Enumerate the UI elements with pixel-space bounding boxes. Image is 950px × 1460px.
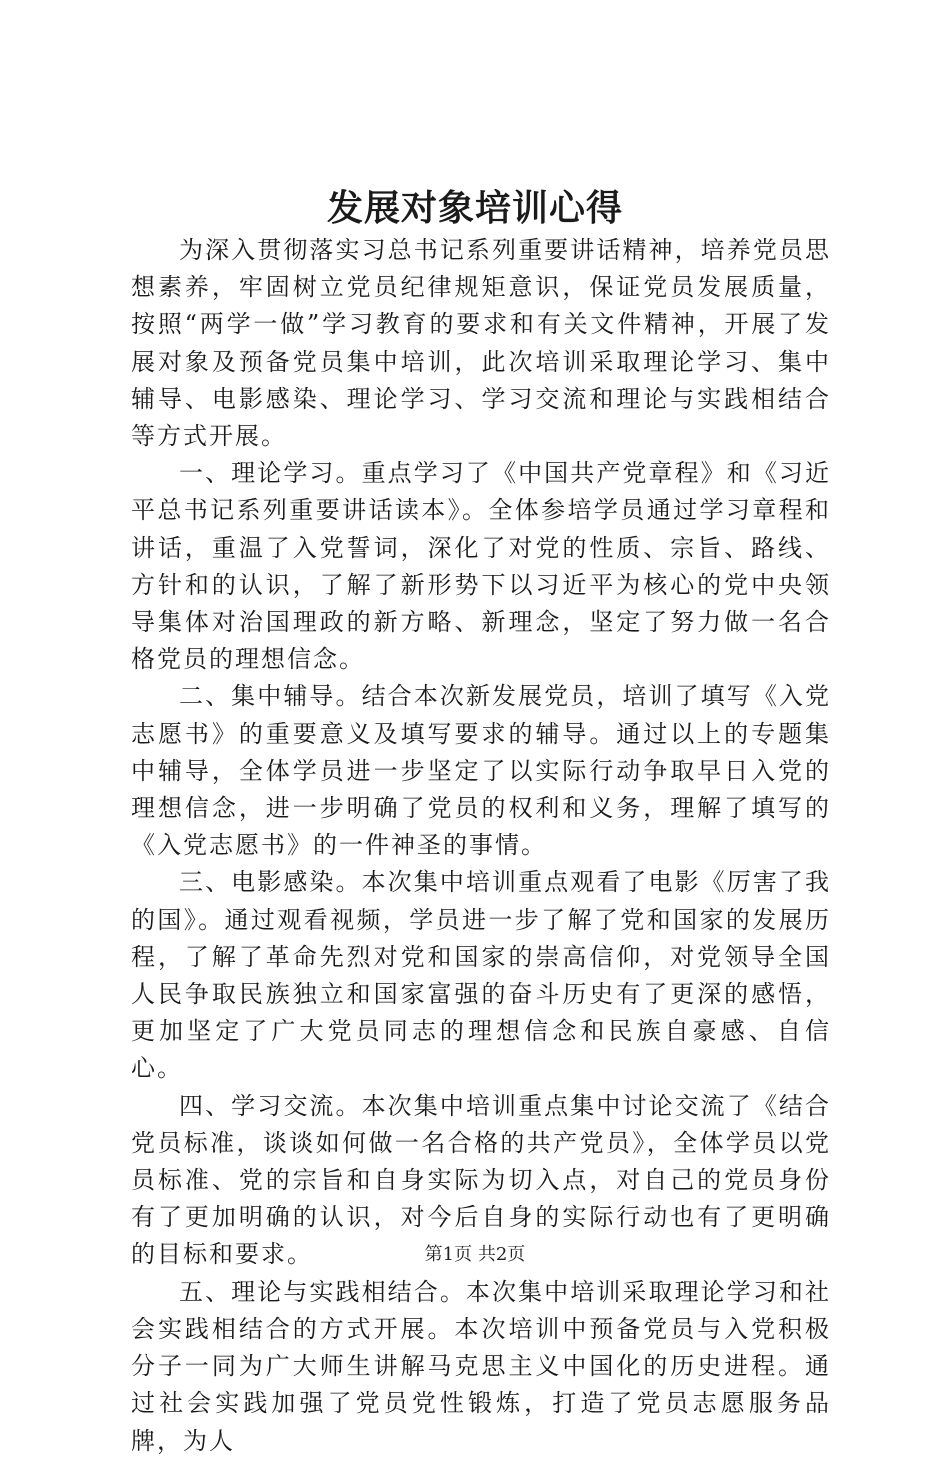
paragraph-centralized-guidance: 二、集中辅导。结合本次新发展党员，培训了填写《入党志愿书》的重要意义及填写要求的辅导。通过以上的专题集中辅导，全体学员进一步坚定了以实际行动争取早日入党的理想信念，进一步明确了党员的权利和义务，理解了填写的《入党志愿书》的一件神圣的事情。 <box>131 682 831 860</box>
document-body <box>131 232 831 1460</box>
paragraph-theory-study: 一、理论学习。重点学习了《中国共产党章程》和《习近平总书记系列重要讲话读本》。全体参培学员通过学习章程和讲话，重温了入党誓词，深化了对党的性质、宗旨、路线、方针和的认识，了解了新形势下以习近平为核心的党中央领导集体对治国理政的新方略、新理念，坚定了努力做一名合格党员的理想信念。 <box>131 459 831 674</box>
paragraph-intro: 为深入贯彻落实习总书记系列重要讲话精神，培养党员思想素养，牢固树立党员纪律规矩意识，保证党员发展质量，按照“两学一做”学习教育的要求和有关文件精神，开展了发展对象及预备党员集中培训，此次培训采取理论学习、集中辅导、电影感染、理论学习、学习交流和理论与实践相结合等方式开展。 <box>131 236 831 451</box>
document-title: 发展对象培训心得 <box>326 187 623 229</box>
paragraph-film-inspiration: 三、电影感染。本次集中培训重点观看了电影《厉害了我的国》。通过观看视频，学员进一步了解了党和国家的发展历程，了解了革命先烈对党和国家的崇高信仰，对党领导全国人民争取民族独立和国家富强的奋斗历史有了更深的感悟，更加坚定了广大党员同志的理想信念和民族自豪感、自信心。 <box>131 868 831 1083</box>
paragraph-theory-practice: 五、理论与实践相结合。本次集中培训采取理论学习和社会实践相结合的方式开展。本次培训中预备党员与入党积极分子一同为广大师生讲解马克思主义中国化的历史进程。通过社会实践加强了党员党性锻炼，打造了党员志愿服务品牌，为人 <box>131 1277 831 1455</box>
paragraph-study-exchange: 四、学习交流。本次集中培训重点集中讨论交流了《结合党员标准，谈谈如何做一名合格的共产党员》，全体学员以党员标准、党的宗旨和自身实际为切入点，对自己的党员身份有了更加明确的认识，对今后自身的实际行动也有了更明确的目标和要求。 <box>131 1091 831 1269</box>
page-indicator: 第1页 共2页 <box>424 1244 526 1265</box>
page-footer <box>0 1243 950 1267</box>
